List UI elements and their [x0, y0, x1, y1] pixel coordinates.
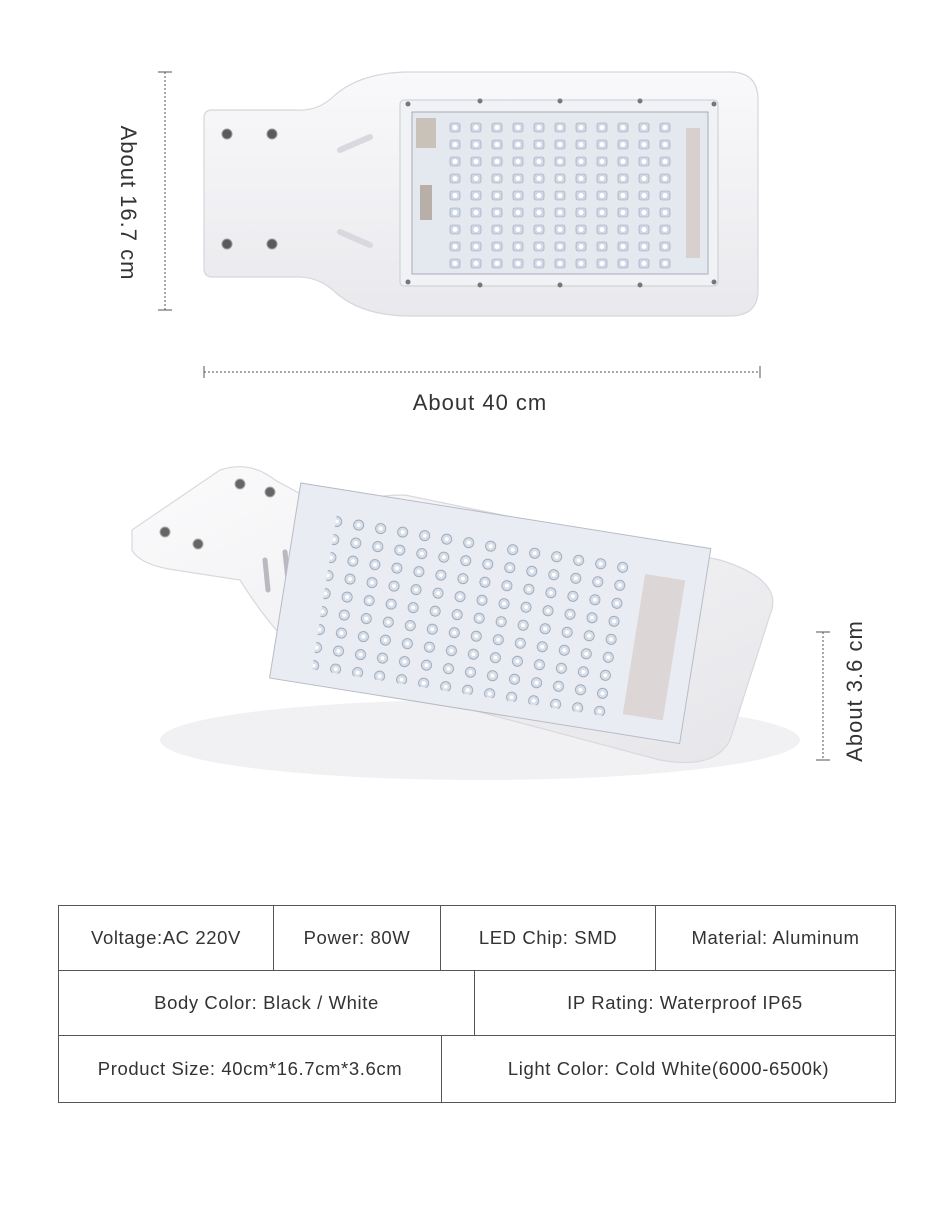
- width-dimension-line: [200, 362, 764, 382]
- spec-voltage: Voltage:AC 220V: [59, 906, 274, 970]
- height-dimension-line: [150, 68, 180, 314]
- depth-dimension-line: [810, 628, 836, 764]
- depth-label: About 3.6 cm: [842, 620, 867, 762]
- spec-power: Power: 80W: [274, 906, 441, 970]
- spec-material: Material: Aluminum: [691, 927, 860, 948]
- spec-row: [59, 971, 895, 1036]
- spec-row: [59, 906, 895, 971]
- width-label: About 40 cm: [412, 390, 548, 415]
- spec-body-color: Body Color: Black / White: [59, 971, 475, 1035]
- spec-row: [59, 1036, 895, 1102]
- perspective-lamp-image: [0, 440, 950, 800]
- height-label: About 16.7 cm: [116, 125, 141, 281]
- spec-led-chip: LED Chip: SMD: [441, 906, 656, 970]
- spec-product-size: Product Size: 40cm*16.7cm*3.6cm: [59, 1036, 442, 1102]
- spec-table: [58, 905, 896, 1103]
- spec-light-color: Light Color: Cold White(6000-6500k): [507, 1058, 830, 1079]
- spec-ip-rating: IP Rating: Waterproof IP65: [567, 992, 803, 1013]
